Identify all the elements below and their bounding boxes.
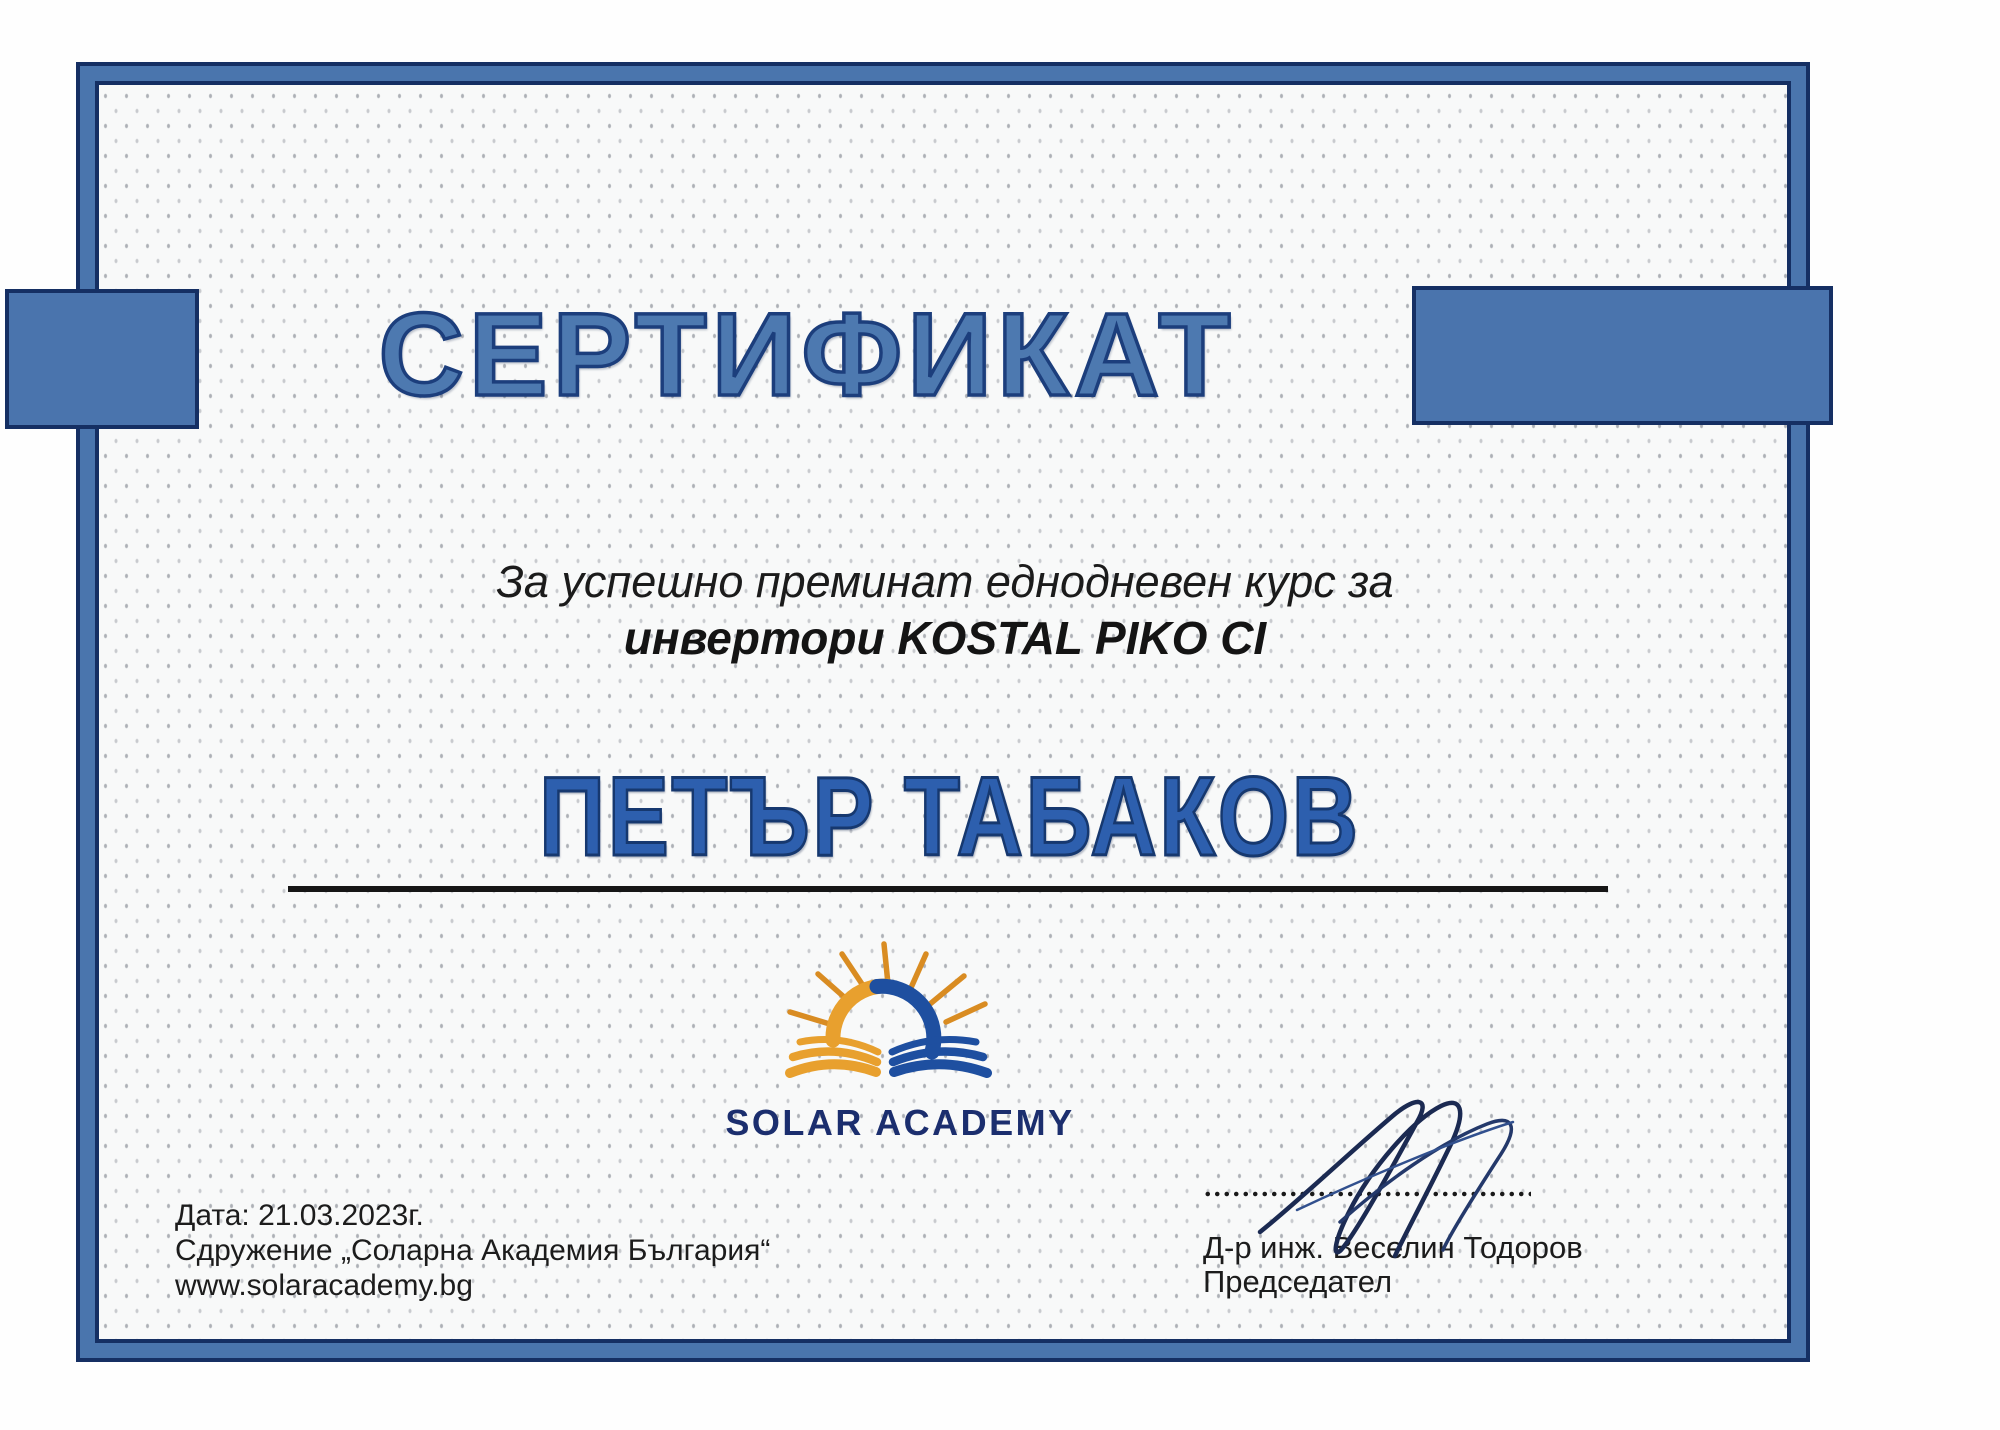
certificate-frame bbox=[80, 66, 1806, 1358]
handwritten-signature bbox=[1245, 1082, 1535, 1270]
certificate-title: СЕРТИФИКАТ bbox=[378, 289, 1236, 421]
issuer-details bbox=[175, 1198, 770, 1303]
recipient-name bbox=[350, 754, 1550, 879]
signatory-name: Д-р инж. Веселин Тодоров bbox=[1203, 1230, 1583, 1265]
sun-book-logo-icon bbox=[780, 938, 1000, 1086]
signatory-role: Председател bbox=[1203, 1264, 1393, 1299]
course-line-1: За успешно преминат еднодневен курс за bbox=[496, 556, 1394, 607]
left-accent-bar bbox=[5, 289, 199, 429]
course-line-2: инвертори KOSTAL PIKO CI bbox=[623, 612, 1267, 664]
issuer-organization: Сдружение „Соларна Академия България“ bbox=[175, 1234, 771, 1267]
right-accent-bar bbox=[1412, 286, 1833, 425]
course-description bbox=[345, 553, 1545, 667]
issue-date: Дата: 21.03.2023г. bbox=[175, 1199, 424, 1232]
recipient-name-text: ПЕТЪР ТАБАКОВ bbox=[539, 754, 1361, 879]
logo-wordmark: SOLAR ACADEMY bbox=[725, 1102, 1075, 1143]
issuer-website: www.solaracademy.bg bbox=[175, 1269, 473, 1302]
name-underline bbox=[288, 886, 1608, 892]
